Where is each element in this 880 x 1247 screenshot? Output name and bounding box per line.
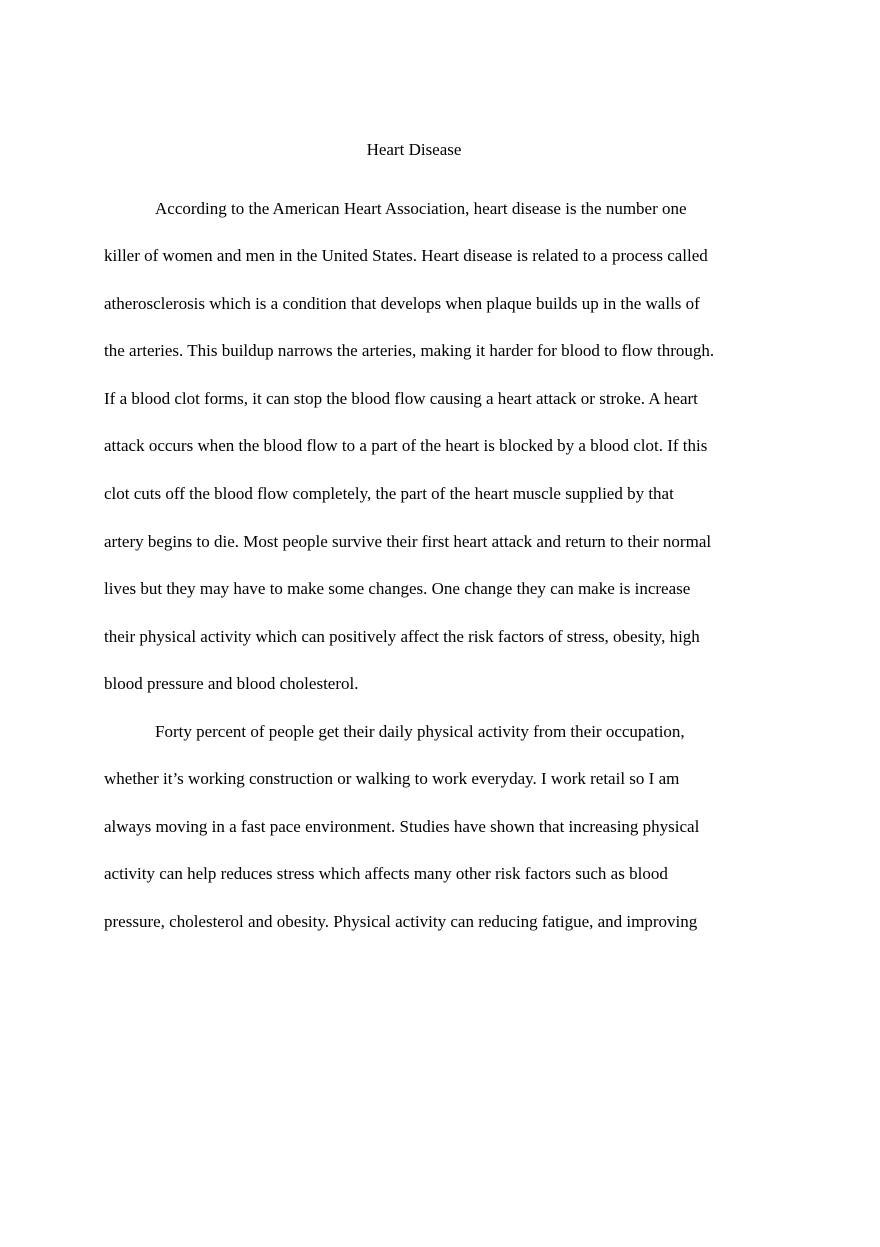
paragraph-line: activity can help reduces stress which affects many other risk factors such as blood [104, 864, 668, 883]
document-title: Heart Disease [366, 140, 462, 159]
paragraph-line: killer of women and men in the United States. Heart disease is related to a process called [104, 246, 708, 265]
paragraph-line: the arteries. This buildup narrows the arteries, making it harder for blood to flow through. [104, 341, 715, 360]
paragraph-line: Forty percent of people get their daily physical activity from their occupation, [155, 722, 685, 741]
paragraph-line: attack occurs when the blood flow to a part of the heart is blocked by a blood clot. If this [104, 436, 708, 455]
paragraph-line: If a blood clot forms, it can stop the blood flow causing a heart attack or stroke. A heart [104, 389, 698, 408]
paragraph-line: whether it’s working construction or walking to work everyday. I work retail so I am [104, 769, 680, 788]
paragraph-line: According to the American Heart Association, heart disease is the number one [155, 199, 687, 218]
paragraph-line: blood pressure and blood cholesterol. [104, 674, 359, 693]
paragraph-line: their physical activity which can positively affect the risk factors of stress, obesity, high [104, 627, 700, 646]
paragraph-line: artery begins to die. Most people survive their first heart attack and return to their normal [104, 532, 712, 551]
paragraph-line: clot cuts off the blood flow completely, the part of the heart muscle supplied by that [104, 484, 674, 503]
paragraph-line: lives but they may have to make some changes. One change they can make is increase [104, 579, 691, 598]
paragraph-line: atherosclerosis which is a condition that develops when plaque builds up in the walls of [104, 294, 700, 313]
paragraph-line: pressure, cholesterol and obesity. Physical activity can reducing fatigue, and improving [104, 912, 698, 931]
paragraph-line: always moving in a fast pace environment. Studies have shown that increasing physical [104, 817, 700, 836]
